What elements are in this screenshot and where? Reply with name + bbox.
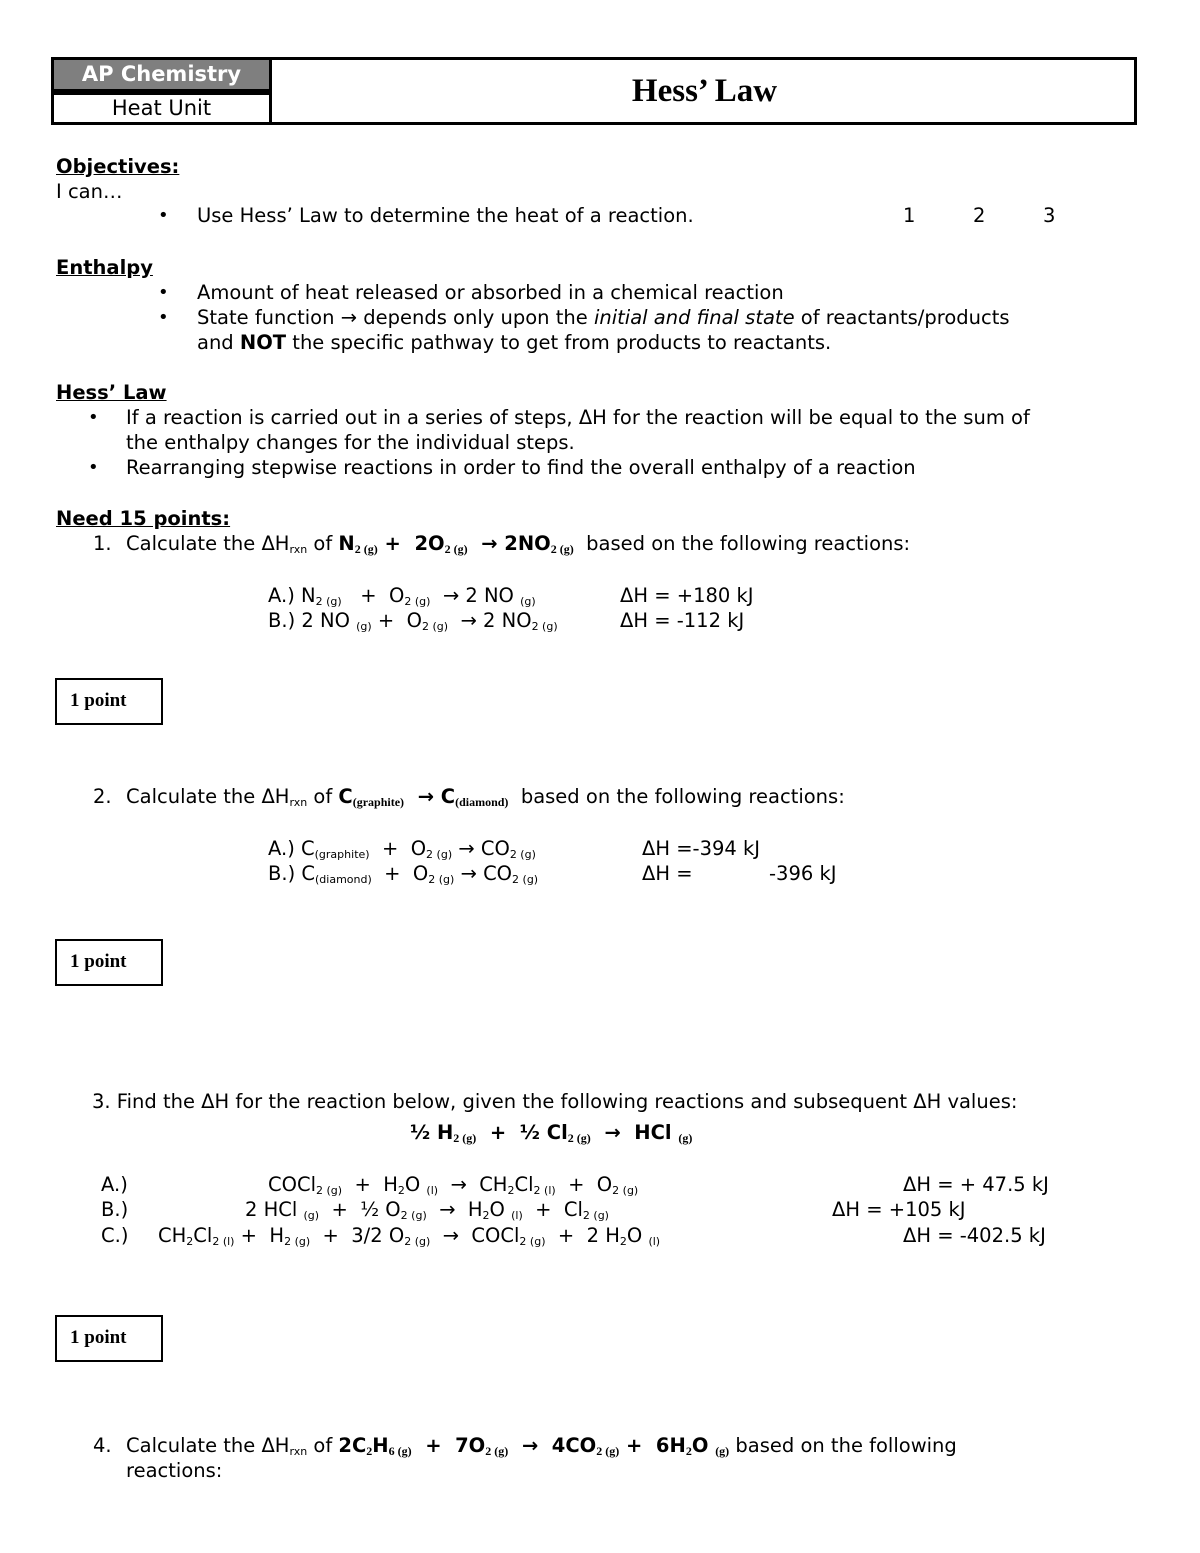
q4-text-cont: reactions: [126, 1459, 223, 1482]
q1-point-box [55, 678, 163, 725]
q3-dh-b: ΔH = +105 kJ [832, 1198, 966, 1221]
q3-intro: 3. Find the ΔH for the reaction below, given the following reactions and subsequent ΔH values: [92, 1090, 1018, 1113]
course-label: AP Chemistry [81, 62, 242, 86]
objectives-intro: I can… [56, 180, 123, 203]
q3-point-box [55, 1315, 163, 1362]
q1-reaction-a: A.) $N_{2 (g)} + O_{2 (g)} \to 2$ NO $_{(g)}$ [268, 584, 536, 608]
bullet-icon: • [88, 457, 99, 478]
enthalpy-bullet-2: State function → depends only upon the initial and final state of reactants/products [197, 306, 1010, 329]
q4-text: Calculate the $\Delta H_{rxn}$ of 2C2H6 (g) + 7O2 (g) → 4CO2 (g) + 6H2O (g) based on the following [126, 1434, 957, 1458]
q2-reaction-a: A.) $C_{(graphite)} + O_{2 (g)} \to CO_{2 (g)}$ [268, 837, 536, 861]
enthalpy-bullet-1: Amount of heat released or absorbed in a chemical reaction [197, 281, 784, 304]
point-label: 1 point [70, 690, 127, 711]
q3-label-b: B.) [101, 1198, 129, 1221]
rating-2: 2 [973, 204, 986, 227]
q1-dh-a: ΔH = +180 kJ [620, 584, 754, 607]
q4-number: 4. [93, 1434, 112, 1457]
q1-number: 1. [93, 532, 112, 555]
q3-label-a: A.) [101, 1173, 128, 1196]
enthalpy-bullet-2-cont: and NOT the specific pathway to get from products to reactants. [197, 331, 832, 354]
bullet-icon: • [158, 282, 169, 303]
page-title: Hess’ Law [631, 73, 778, 109]
q1-dh-b: ΔH = -112 kJ [620, 609, 745, 632]
rating-3: 3 [1043, 204, 1056, 227]
hess-bullet-1: If a reaction is carried out in a series of steps, ΔH for the reaction will be equal to the sum of [126, 406, 1030, 429]
bullet-icon: • [88, 407, 99, 428]
bullet-icon: • [158, 307, 169, 328]
objective-item: Use Hess’ Law to determine the heat of a reaction. [197, 204, 694, 227]
q1-text: Calculate the $\Delta H_{rxn}$ of N2 (g) + 2O2 (g) → 2NO2 (g) based on the following reactions: [126, 532, 911, 556]
q2-reaction-b: B.) $C_{(diamond)} + O_{2 (g)} \to CO_{2 (g)}$ [268, 862, 539, 886]
q2-dh-a: ΔH =-394 kJ [642, 837, 761, 860]
rating-1: 1 [903, 204, 916, 227]
q3-reaction-c: $CH_2Cl_{2 (l)} + H_{2 (g)} + 3/2$ $O_{2 (g)}$ → COCl$_{2 (g)}$ + 2 $H_2O$ $_{(l)}$ [158, 1224, 661, 1248]
q3-reaction-b: 2 HCl $_{(g)}$ + ½ $O_{2 (g)} \to H_2O$ $_{(l)} + Cl_{2 (g)}$ [245, 1198, 609, 1222]
q3-label-c: C.) [101, 1224, 129, 1247]
hess-bullet-2: Rearranging stepwise reactions in order to find the overall enthalpy of a reaction [126, 456, 916, 479]
point-label: 1 point [70, 1327, 127, 1348]
points-heading: Need 15 points: [56, 507, 231, 530]
q1-reaction-b: B.) 2 NO $_{(g)} + O_{2 (g)} \to 2$ $NO_{2 (g)}$ [268, 609, 558, 633]
q3-dh-c: ΔH = -402.5 kJ [903, 1224, 1046, 1247]
unit-label: Heat Unit [111, 96, 212, 120]
q2-text: Calculate the $\Delta H_{rxn}$ of C(graphite) → C(diamond) based on the following reactions: [126, 785, 845, 809]
hess-bullet-1-cont: the enthalpy changes for the individual steps. [126, 431, 575, 454]
hess-heading: Hess’ Law [56, 381, 167, 404]
q3-target-reaction: ½ H2 (g) + ½ Cl2 (g) → HCl (g) [410, 1121, 693, 1145]
q2-dh-b-value: -396 kJ [769, 862, 837, 885]
q3-reaction-a: COCl$_{2 (g)}$ + $H_2O$ $_{(l)} \to CH_2Cl_{2 (l)} + O_{2 (g)}$ [268, 1173, 639, 1197]
course-cell [51, 57, 272, 92]
objectives-heading: Objectives: [56, 155, 180, 178]
enthalpy-heading: Enthalpy [56, 256, 153, 279]
bullet-icon: • [158, 205, 169, 226]
unit-cell [51, 92, 272, 125]
q2-number: 2. [93, 785, 112, 808]
q2-dh-b-label: ΔH = [642, 862, 693, 885]
point-label: 1 point [70, 951, 127, 972]
q3-dh-a: ΔH = + 47.5 kJ [903, 1173, 1049, 1196]
q2-point-box [55, 939, 163, 986]
